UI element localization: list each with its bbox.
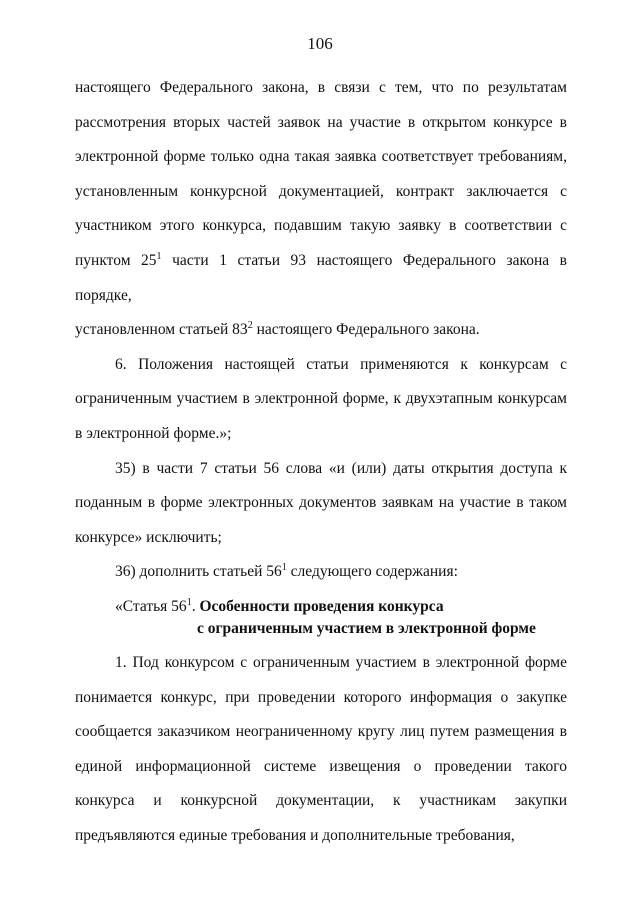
text-run: следующего содержания: <box>286 563 458 581</box>
article-title-2: с ограниченным участием в электронной форме <box>197 619 536 637</box>
paragraph-line: электронной форме только одна такая заявка соответствует требованиям, <box>75 148 567 166</box>
paragraph-line: участником этого конкурса, подавшим такую заявку в соответствии с <box>75 217 567 235</box>
text-run: части 1 статьи 93 настоящего Федерального закона в порядке, <box>75 251 567 304</box>
text-run: установленном статьей 83 <box>75 321 248 339</box>
article-prefix: «Статья 56 <box>115 597 187 615</box>
superscript: 1 <box>156 250 162 262</box>
superscript: 1 <box>281 562 287 574</box>
paragraph-line: рассмотрения вторых частей заявок на участие в открытом конкурсе в <box>75 113 567 131</box>
page-number: 106 <box>307 34 333 53</box>
article-title-1: Особенности проведения конкурса <box>199 597 444 615</box>
paragraph-line <box>75 244 567 313</box>
article-heading-line-2 <box>115 618 567 640</box>
superscript: 1 <box>186 596 192 608</box>
paragraph-line: настоящего Федерального закона, в связи с тем, что по результатам <box>75 79 567 96</box>
article-heading <box>75 596 567 640</box>
paragraph-line <box>75 313 567 348</box>
article-heading-line-1 <box>115 596 567 618</box>
article-dot: . <box>191 597 196 615</box>
document-body <box>75 71 567 853</box>
superscript: 2 <box>247 320 253 331</box>
paragraph-36 <box>75 555 567 590</box>
text-run: 36) дополнить статьей 56 <box>115 563 282 581</box>
paragraph-35: 35) в части 7 статьи 56 слова «и (или) даты открытия доступа к поданным в форме электронных документов заявкам на участие в таком конкурсе» исключить; <box>75 459 567 546</box>
paragraph-6: 6. Положения настоящей статьи применяются к конкурсам с ограниченным участием в электронной форме, к двухэтапным конкурсам в электронной форме.»; <box>75 355 567 442</box>
text-run: настоящего Федерального закона. <box>252 321 480 339</box>
text-run: пунктом 25 <box>75 251 157 269</box>
paragraph-final: 1. Под конкурсом с ограниченным участием в электронной форме понимается конкурс, при проведении которого информация о закупке сообщается заказчиком неограниченному кругу лиц путем размещения в единой информационной системе извещения о проведении такого конкурса и конкурсной документации, к участникам закупки предъявляются единые требования и дополнительные требования, <box>75 653 567 844</box>
paragraph-line: установленным конкурсной документацией, контракт заключается с <box>75 182 567 200</box>
